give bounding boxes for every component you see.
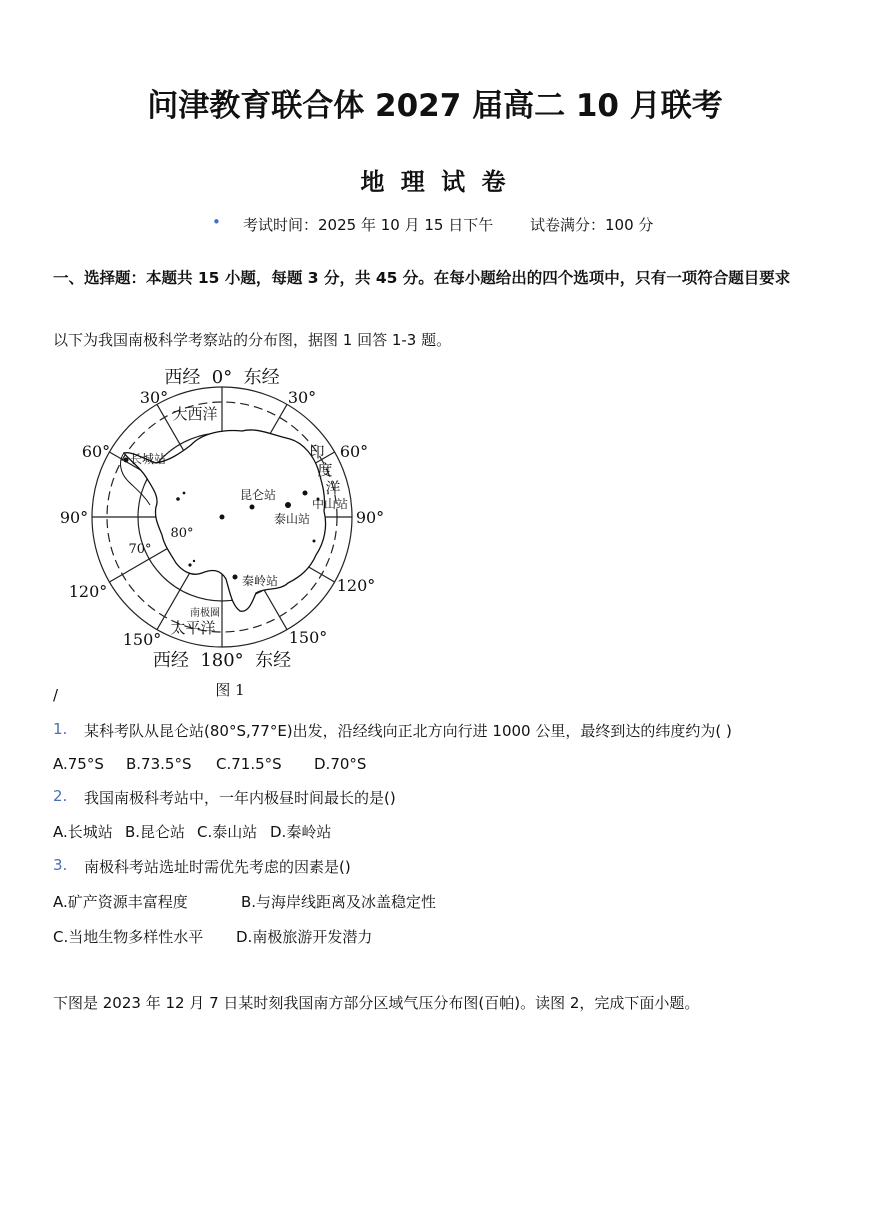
kunlun-label: 昆仑站 bbox=[239, 488, 277, 502]
lon-e120-label: 120° bbox=[336, 576, 376, 595]
q1-option-c: C.71.5°S bbox=[216, 755, 282, 773]
bullet-icon: • bbox=[212, 213, 221, 231]
exam-title: 问津教育联合体 2027 届高二 10 月联考 bbox=[147, 88, 723, 124]
lon-e30-label: 30° bbox=[287, 388, 317, 407]
pacific-ocean-label: 太平洋 bbox=[170, 619, 216, 637]
changcheng-marker bbox=[124, 458, 129, 463]
taishan-marker bbox=[285, 502, 291, 508]
lon-w120-label: 120° bbox=[68, 582, 108, 601]
q2-option-c: C.泰山站 bbox=[197, 823, 258, 841]
q3-number: 3. bbox=[53, 856, 68, 874]
lon-e90-label: 90° bbox=[355, 508, 385, 527]
exam-time: 考试时间：2025 年 10 月 15 日下午 bbox=[243, 216, 494, 234]
next-figure-intro: 下图是 2023 年 12 月 7 日某时刻我国南方部分区域气压分布图(百帕)。读图 2，完成下面小题。 bbox=[53, 994, 700, 1012]
qinling-label: 秦岭站 bbox=[241, 574, 279, 588]
changcheng-label: 长城站 bbox=[129, 452, 167, 466]
q1-option-a: A.75°S bbox=[53, 755, 104, 773]
figure-caption: 图 1 bbox=[215, 681, 245, 699]
top-lon-label: 西经 0° 东经 bbox=[164, 367, 280, 388]
indian-ocean-label: 印度洋 bbox=[309, 443, 341, 497]
antarctic-circle-label: 南极圈 bbox=[190, 608, 220, 619]
q3-option-a: A.矿产资源丰富程度 bbox=[53, 893, 188, 911]
section-intro: 以下为我国南极科学考察站的分布图，据图 1 回答 1-3 题。 bbox=[53, 331, 452, 349]
antarctica-station-map bbox=[52, 365, 392, 705]
lat80-label: 80° bbox=[170, 526, 194, 541]
q1-option-d: D.70°S bbox=[314, 755, 367, 773]
subject-title: 地 理 试 卷 bbox=[360, 168, 510, 196]
q3-option-d: D.南极旅游开发潜力 bbox=[236, 928, 373, 946]
q3-text: 南极科考站选址时需优先考虑的因素是() bbox=[84, 858, 351, 876]
kunlun-marker bbox=[250, 505, 255, 510]
lon-w90-label: 90° bbox=[59, 508, 89, 527]
q3-option-b: B.与海岸线距离及冰盖稳定性 bbox=[241, 893, 437, 911]
section-heading: 一、选择题：本题共 15 小题，每题 3 分，共 45 分。在每小题给出的四个选项中，只有一项符合题目要求 bbox=[53, 269, 791, 287]
lon-e60-label: 60° bbox=[339, 442, 369, 461]
lon-e150-label: 150° bbox=[288, 628, 328, 647]
zhongshan-marker bbox=[303, 491, 308, 496]
q2-number: 2. bbox=[53, 787, 68, 805]
atlantic-ocean-label: 大西洋 bbox=[172, 405, 218, 423]
q2-option-b: B.昆仑站 bbox=[125, 823, 186, 841]
zhongshan-label: 中山站 bbox=[311, 497, 349, 511]
q2-text: 我国南极科考站中，一年内极昼时间最长的是() bbox=[84, 789, 396, 807]
full-score: 试卷满分：100 分 bbox=[530, 216, 654, 234]
lon-w150-label: 150° bbox=[122, 630, 162, 649]
q1-text: 某科考队从昆仑站(80°S,77°E)出发，沿经线向正北方向行进 1000 公里，最终到达的纬度约为( ) bbox=[84, 722, 732, 740]
south-pole-marker bbox=[220, 515, 225, 520]
q2-option-a: A.长城站 bbox=[53, 823, 113, 841]
q1-number: 1. bbox=[53, 720, 68, 738]
qinling-marker bbox=[233, 575, 238, 580]
slash-mark: / bbox=[53, 686, 59, 704]
taishan-label: 泰山站 bbox=[273, 512, 311, 526]
lon-w30-label: 30° bbox=[139, 388, 169, 407]
q2-option-d: D.秦岭站 bbox=[270, 823, 332, 841]
bottom-lon-label: 西经 180° 东经 bbox=[152, 650, 292, 671]
lon-w60-label: 60° bbox=[81, 442, 111, 461]
q3-option-c: C.当地生物多样性水平 bbox=[53, 928, 204, 946]
lat70-label: 70° bbox=[128, 542, 152, 557]
q1-option-b: B.73.5°S bbox=[126, 755, 192, 773]
